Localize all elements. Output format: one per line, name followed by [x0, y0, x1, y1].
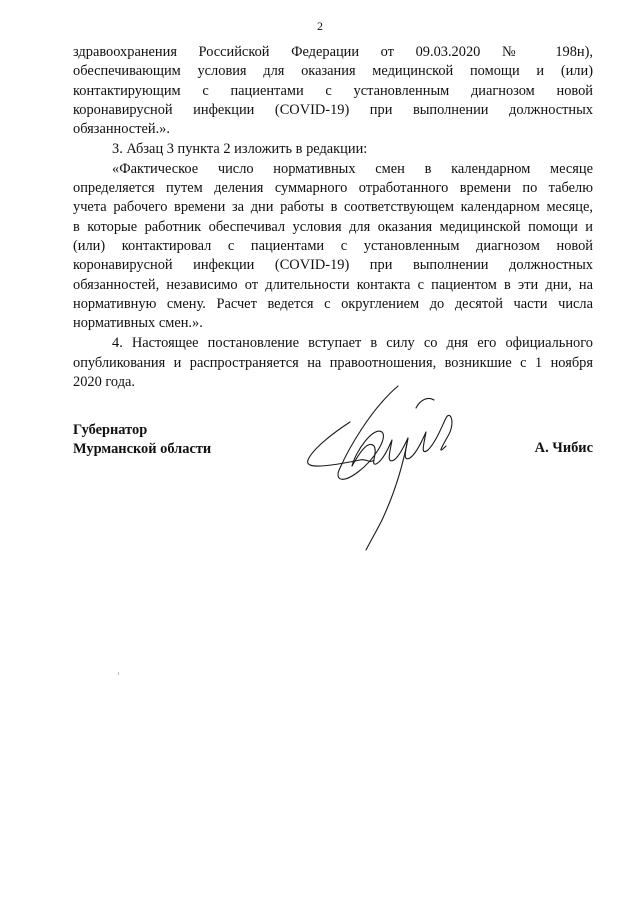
document-body: [73, 43, 593, 392]
handwritten-signature: [300, 380, 500, 555]
paragraph-line: 2020 года.: [73, 374, 136, 391]
paragraph-line: учета рабочего времени за дни работы в соответствующем календарном месяце,: [73, 199, 593, 216]
paragraph-line: 4. Настоящее постановление вступает в силу со дня его официального: [112, 335, 593, 352]
paragraph-line: коронавирусной инфекции (COVID-19) при выполнении должностных: [73, 101, 593, 118]
paragraph-line: «Фактическое число нормативных смен в календарном месяце: [112, 160, 593, 177]
paragraph-line: контактирующим с пациентами с установленным диагнозом новой: [73, 82, 593, 99]
signatory-title-line: Губернатор: [73, 422, 148, 438]
paragraph-line: здравоохранения Российской Федерации от 09.03.2020 № 198н),: [73, 44, 593, 60]
paragraph-line: в которые работник обеспечивал условия для оказания медицинской помощи и: [73, 218, 593, 235]
scan-speck: [118, 672, 119, 675]
signatory-title: [73, 421, 211, 459]
paragraph-line: обеспечивающим условия для оказания медицинской помощи и (или): [73, 63, 593, 80]
paragraph-amendment-heading: 3. Абзац 3 пункта 2 изложить в редакции:: [112, 141, 368, 158]
signatory-name: А. Чибис: [534, 440, 593, 456]
paragraph-line: обязанностей, независимо от длительности контакта с пациентом в эти дни, на: [73, 276, 593, 293]
signatory-title-line: Мурманской области: [73, 441, 212, 457]
page-number: 2: [317, 19, 323, 33]
paragraph-line: опубликования и распространяется на правоотношения, возникшие с 1 ноября: [73, 354, 593, 371]
paragraph-line: коронавирусной инфекции (COVID-19) при выполнении должностных: [73, 257, 593, 274]
paragraph-line: нормативную смену. Расчет ведется с округлением до десятой части числа: [73, 295, 593, 312]
paragraph-line: (или) контактировал с пациентами с установленным диагнозом новой: [73, 237, 593, 254]
paragraph-line: нормативных смен.».: [73, 315, 203, 332]
paragraph-line: обязанностей.».: [73, 121, 170, 138]
paragraph-line: определяется путем деления суммарного отработанного времени по табелю: [73, 180, 593, 197]
